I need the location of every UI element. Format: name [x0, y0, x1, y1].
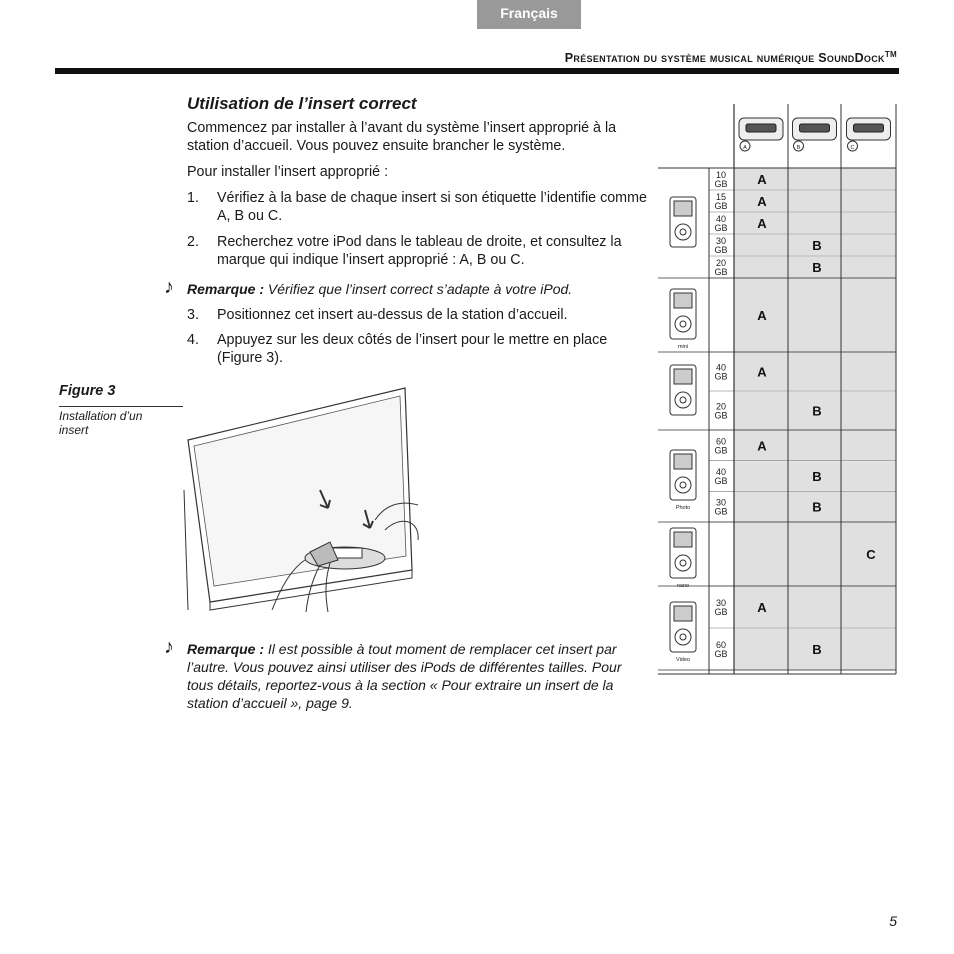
insert-mark: B: [812, 260, 822, 275]
intro-paragraph: Commencez par installer à l’avant du système l’insert approprié à la station d’accueil. Vous pouvez ensuite brancher le système.: [187, 120, 617, 154]
insert-mark: A: [757, 364, 767, 380]
music-note-icon: ♪: [164, 636, 174, 658]
insert-mark: A: [757, 194, 767, 209]
insert-mark: A: [757, 438, 767, 454]
table-cell: [735, 392, 788, 430]
capacity-unit: GB: [714, 506, 728, 517]
insert-mark: B: [812, 238, 822, 253]
table-cell: [842, 191, 896, 212]
capacity-unit: GB: [714, 476, 728, 486]
table-row: [709, 492, 896, 522]
ipod-group: [658, 431, 896, 523]
trademark: TM: [884, 50, 897, 59]
note-label: Remarque :: [187, 641, 265, 657]
ipod-group: [658, 587, 896, 671]
figure-rule: [59, 406, 183, 407]
ipod-icon: [670, 450, 696, 500]
table-cell: [735, 257, 788, 278]
ipod-icon: [670, 197, 696, 247]
table-row: [709, 191, 896, 213]
table-cell: [842, 257, 896, 278]
ipod-icon: [670, 528, 696, 578]
table-cell: [789, 431, 841, 461]
capacity-unit: GB: [714, 445, 728, 456]
step-text: Appuyez sur les deux côtés de l’insert pour le mettre en place (Figure 3).: [217, 332, 608, 366]
page-header-title: [565, 50, 897, 65]
table-cell: [789, 587, 841, 628]
table-cell: [789, 191, 841, 212]
table-row: [709, 587, 896, 629]
table-cell: [735, 235, 788, 256]
capacity-value: 40: [715, 214, 727, 224]
capacity-unit: GB: [714, 371, 728, 382]
table-cell: [735, 629, 788, 670]
note-2: [187, 640, 647, 712]
table-cell: [842, 213, 896, 234]
table-cell: [735, 461, 788, 491]
insert-icon-c: [847, 118, 891, 151]
ipod-group: [658, 353, 896, 431]
table-row: [709, 629, 896, 671]
capacity-value: 10: [715, 170, 727, 180]
capacity-unit: GB: [714, 223, 728, 233]
capacity-unit: GB: [714, 649, 728, 659]
capacity-value: 30: [715, 497, 727, 508]
ipod-model-label: mini: [677, 344, 689, 350]
insert-label: A: [743, 145, 747, 151]
capacity-value: 30: [715, 598, 727, 608]
ipod-icon: [670, 365, 696, 415]
capacity-unit: GB: [714, 179, 728, 189]
language-tab[interactable]: Français: [477, 0, 581, 29]
insert-mark: C: [866, 547, 876, 562]
header-title-text: Présentation du système musical numérique SoundDock: [564, 51, 885, 66]
table-row: [709, 353, 896, 392]
table-row: [709, 392, 896, 431]
table-cell: [842, 629, 896, 670]
capacity-value: 40: [715, 362, 727, 373]
table-row: [709, 169, 896, 191]
table-cell: [842, 169, 896, 190]
ipod-model-label: Photo: [675, 505, 691, 511]
table-cell: [842, 431, 896, 461]
capacity-unit: GB: [714, 267, 728, 277]
capacity-value: 15: [715, 192, 727, 202]
dock-insert-illustration: [180, 380, 420, 615]
table-cell: [842, 492, 896, 522]
table-cell: [789, 279, 841, 352]
table-row: [709, 431, 896, 461]
insert-mark: B: [812, 499, 822, 515]
note-label: Remarque :: [187, 281, 265, 297]
music-note-icon: ♪: [164, 276, 174, 298]
table-cell: [735, 492, 788, 522]
table-row: [709, 523, 896, 587]
ipod-icon: [670, 602, 696, 652]
ipod-icon: [670, 289, 696, 339]
ipod-group: [658, 523, 896, 590]
table-row: [709, 257, 896, 279]
ipod-model-label: Video: [676, 657, 690, 663]
capacity-value: 30: [715, 236, 727, 246]
lead-paragraph: Pour installer l’insert approprié :: [187, 164, 389, 180]
step-number: 3.: [187, 307, 199, 323]
capacity-value: 20: [715, 258, 727, 268]
table-cell: [842, 587, 896, 628]
capacity-unit: GB: [714, 410, 728, 421]
note-1: [187, 280, 647, 298]
step-text: Positionnez cet insert au-dessus de la station d’accueil.: [217, 307, 568, 323]
table-cell: [842, 461, 896, 491]
table-cell: [842, 392, 896, 430]
step-text: Vérifiez à la base de chaque insert si son étiquette l’identifie comme A, B ou C.: [217, 190, 647, 224]
insert-mark: A: [757, 172, 767, 187]
section-title: Utilisation de l’insert correct: [187, 94, 417, 113]
ipod-group: [658, 169, 896, 279]
table-cell: [789, 353, 841, 391]
table-cell: [842, 353, 896, 391]
table-cell: [842, 235, 896, 256]
insert-label: C: [850, 145, 855, 151]
table-cell: [789, 213, 841, 234]
table-cell: [735, 523, 788, 586]
table-row: [709, 213, 896, 235]
table-cell: [789, 523, 841, 586]
insert-icon-a: [739, 118, 783, 151]
table-row: [709, 279, 896, 353]
table-cell: [842, 279, 896, 352]
header-rule: [55, 68, 899, 74]
step-number: 4.: [187, 332, 199, 348]
capacity-value: 60: [715, 436, 727, 447]
insert-mark: B: [812, 642, 822, 657]
insert-mark: B: [812, 469, 822, 484]
note-text: Vérifiez que l’insert correct s’adapte à votre iPod.: [267, 281, 573, 297]
insert-mark: A: [757, 308, 767, 323]
ipod-model-label: nano: [676, 583, 690, 589]
table-row: [709, 235, 896, 257]
step-text: Recherchez votre iPod dans le tableau de droite, et consultez la marque qui indique l’insert approprié : A, B ou C.: [217, 234, 622, 268]
capacity-value: 20: [715, 401, 727, 412]
capacity-value: 40: [715, 467, 727, 477]
capacity-unit: GB: [714, 245, 728, 255]
insert-icon-b: [793, 118, 837, 151]
step-number: 2.: [187, 234, 199, 250]
step-number: 1.: [187, 190, 199, 206]
capacity-value: 60: [715, 640, 727, 650]
insert-mark: A: [757, 600, 767, 615]
capacity-unit: GB: [714, 201, 728, 211]
note-text: Il est possible à tout moment de remplacer cet insert par l’autre. Vous pouvez ainsi utiliser des iPods de différentes tailles. Pour tous détails, reportez-vous à la section « Pour extraire un insert de la station d’accueil », page 9.: [187, 641, 622, 711]
insert-label: B: [796, 145, 801, 151]
capacity-unit: GB: [714, 607, 728, 617]
page-number: 5: [889, 913, 897, 929]
insert-mark: A: [757, 216, 767, 231]
table-row: [709, 461, 896, 491]
table-cell: [789, 169, 841, 190]
figure-label: Figure 3: [59, 383, 116, 399]
insert-mark: B: [812, 403, 822, 419]
figure-caption: Installation d’un insert: [59, 409, 143, 437]
ipod-group: [658, 279, 896, 353]
insert-compatibility-table: [657, 104, 897, 676]
